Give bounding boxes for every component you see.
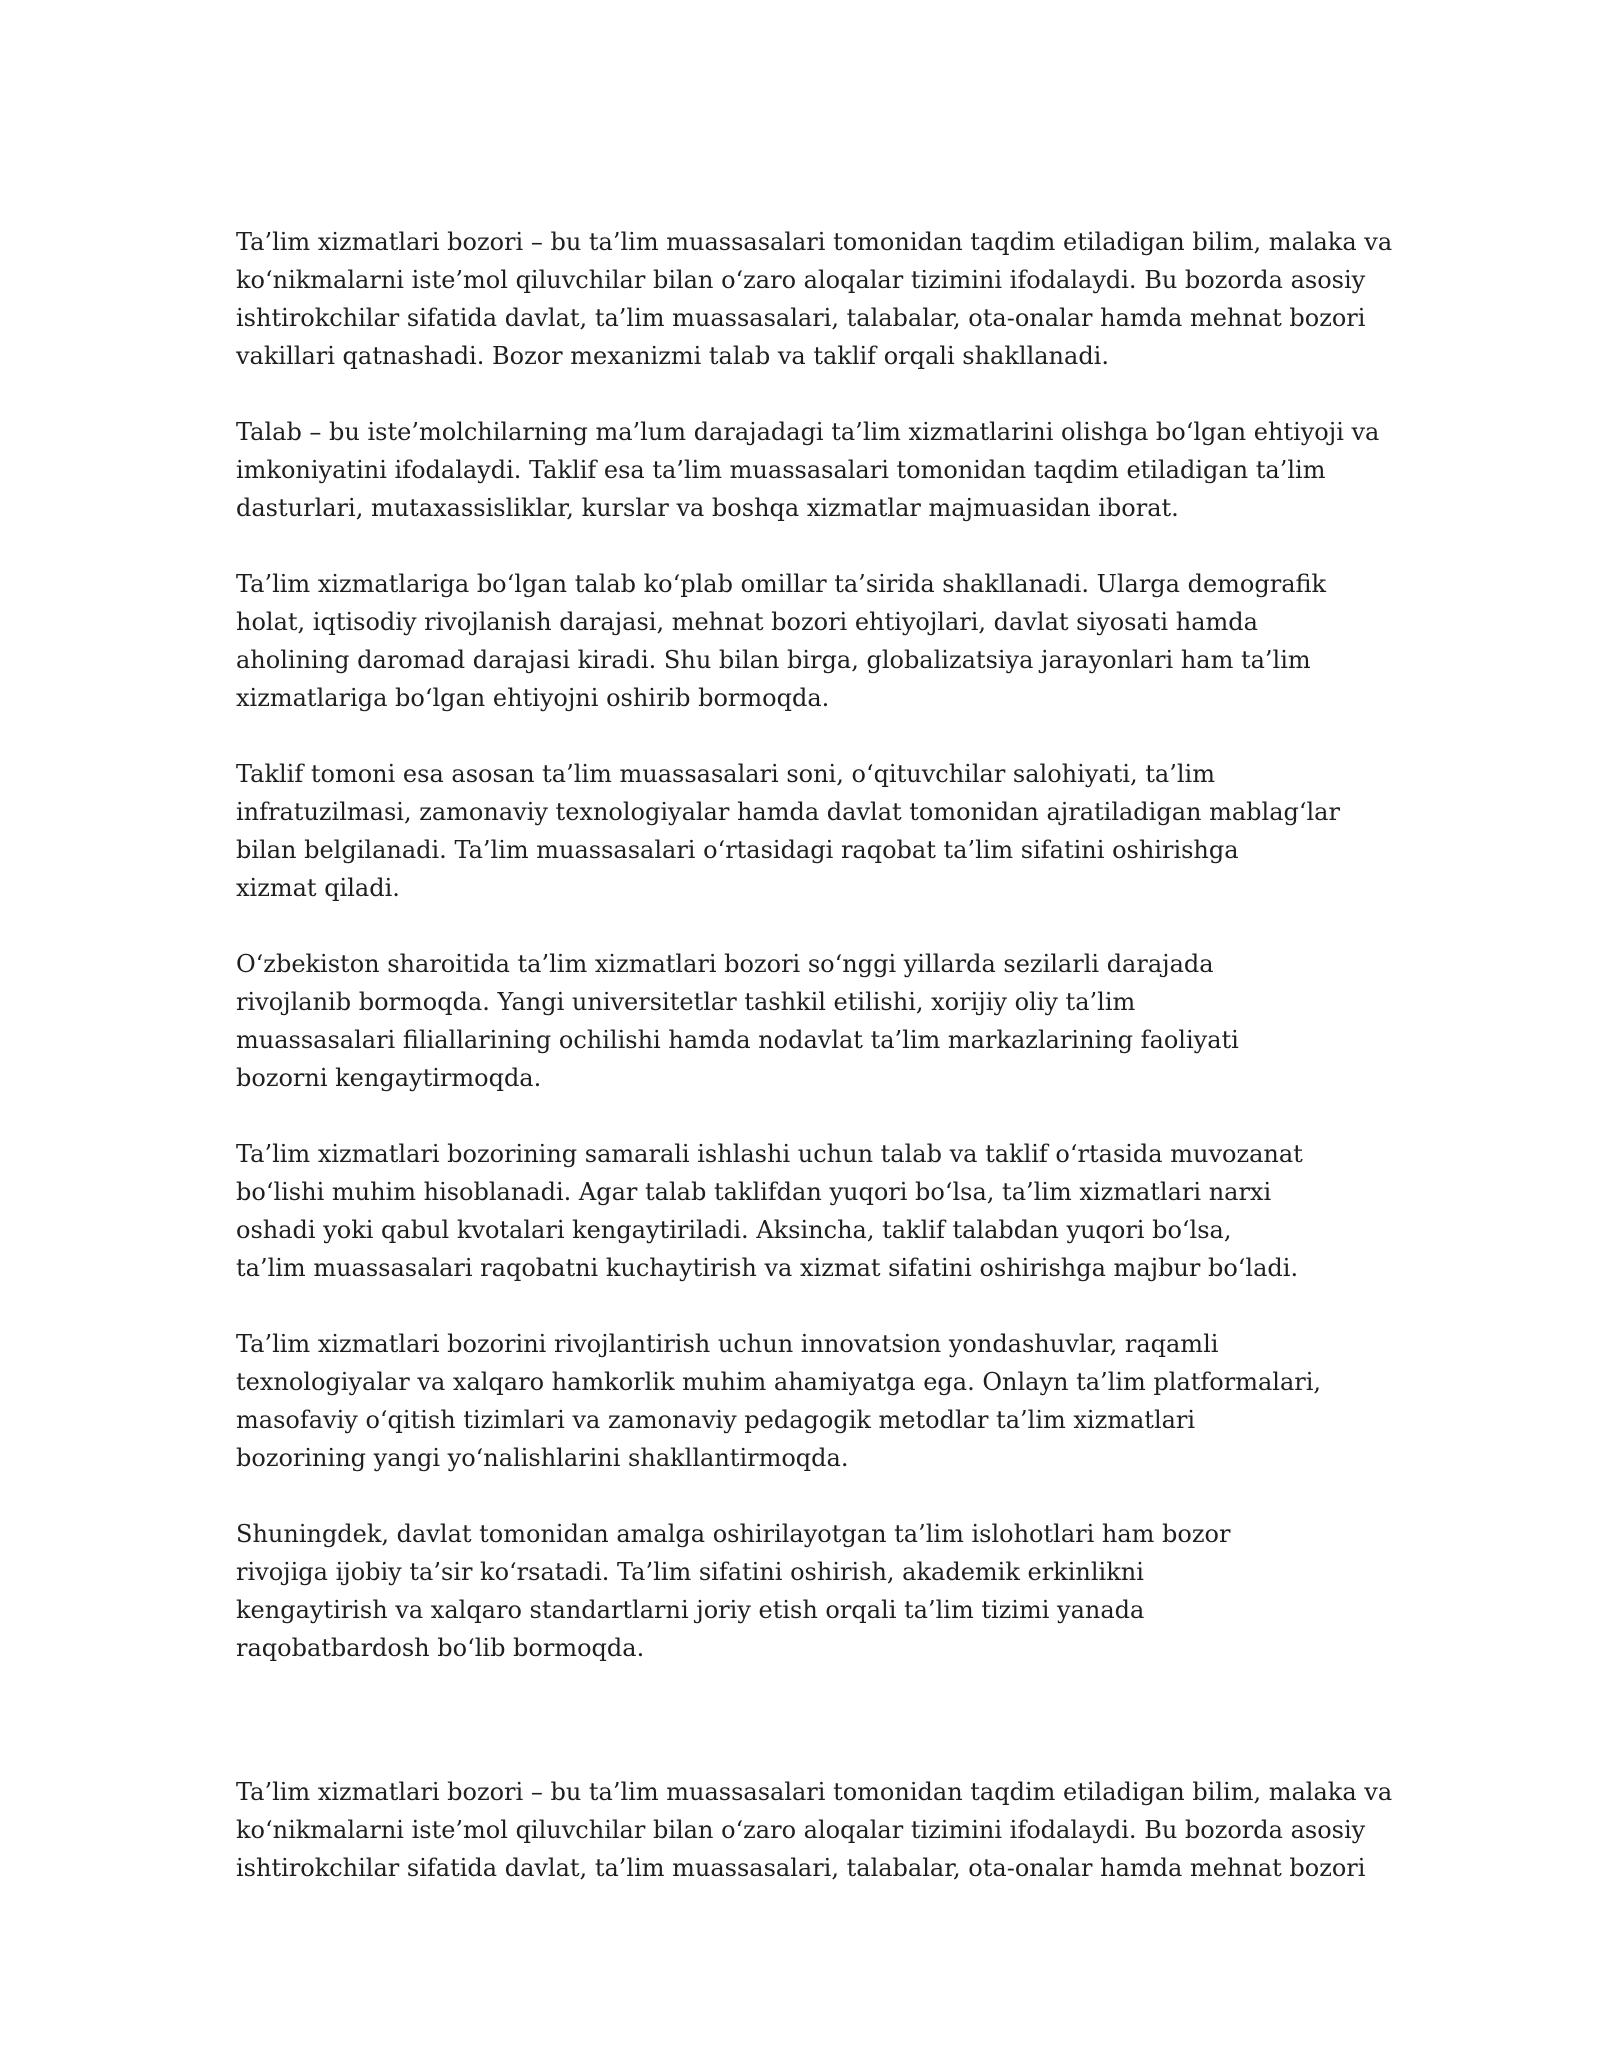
text-line: imkoniyatini ifodalaydi. Taklif esa ta’lim muassasalari tomonidan taqdim etiladigan ta’lim (236, 456, 1326, 484)
paragraph-8 (236, 1515, 1376, 1667)
text-line: Ta’lim xizmatlariga bo‘lgan talab ko‘plab omillar ta’sirida shakllanadi. Ularga demografik (236, 570, 1327, 598)
text-line: vakillari qatnashadi. Bozor mexanizmi talab va taklif orqali shakllanadi. (236, 342, 1109, 370)
text-line: Ta’lim xizmatlari bozori – bu ta’lim muassasalari tomonidan taqdim etiladigan bilim, malaka va (236, 1778, 1393, 1806)
text-line: xizmatlariga bo‘lgan ehtiyojni oshirib bormoqda. (236, 684, 830, 712)
text-line: ishtirokchilar sifatida davlat, ta’lim muassasalari, talabalar, ota-onalar hamda mehnat bozori (236, 304, 1366, 332)
text-line: xizmat qiladi. (236, 874, 400, 902)
text-line: Shuningdek, davlat tomonidan amalga oshirilayotgan ta’lim islohotlari ham bozor (236, 1520, 1231, 1548)
text-line: bilan belgilanadi. Ta’lim muassasalari o‘rtasidagi raqobat ta’lim sifatini oshirishga (236, 836, 1239, 864)
text-line: texnologiyalar va xalqaro hamkorlik muhim ahamiyatga ega. Onlayn ta’lim platformalari, (236, 1368, 1322, 1396)
text-line: raqobatbardosh bo‘lib bormoqda. (236, 1634, 645, 1662)
text-line: Taklif tomoni esa asosan ta’lim muassasalari soni, o‘qituvchilar salohiyati, ta’lim (236, 760, 1215, 788)
text-line: Ta’lim xizmatlari bozori – bu ta’lim muassasalari tomonidan taqdim etiladigan bilim, malaka va (236, 228, 1393, 256)
section-gap (236, 1667, 1376, 1773)
text-line: holat, iqtisodiy rivojlanish darajasi, mehnat bozori ehtiyojlari, davlat siyosati hamda (236, 608, 1258, 636)
text-line: dasturlari, mutaxassisliklar, kurslar va boshqa xizmatlar majmuasidan iborat. (236, 494, 1179, 522)
paragraph-1 (236, 223, 1393, 375)
paragraph-2 (236, 413, 1380, 527)
text-line: Talab – bu iste’molchilarning ma’lum darajadagi ta’lim xizmatlarini olishga bo‘lgan ehtiyoji va (236, 418, 1380, 446)
text-line: oshadi yoki qabul kvotalari kengaytiriladi. Aksincha, taklif talabdan yuqori bo‘lsa, (236, 1216, 1232, 1244)
text-line: ishtirokchilar sifatida davlat, ta’lim muassasalari, talabalar, ota-onalar hamda mehnat bozori (236, 1854, 1366, 1882)
paragraph-5 (236, 945, 1376, 1097)
text-line: ta’lim muassasalari raqobatni kuchaytirish va xizmat sifatini oshirishga majbur bo‘ladi. (236, 1254, 1299, 1282)
paragraph-7 (236, 1325, 1376, 1477)
text-line: bozorining yangi yo‘nalishlarini shakllantirmoqda. (236, 1444, 849, 1472)
text-line: ko‘nikmalarni iste’mol qiluvchilar bilan o‘zaro aloqalar tizimini ifodalaydi. Bu bozorda asosiy (236, 1816, 1366, 1844)
text-line: O‘zbekiston sharoitida ta’lim xizmatlari bozori so‘nggi yillarda sezilarli darajada (236, 950, 1214, 978)
text-line: rivojiga ijobiy ta’sir ko‘rsatadi. Ta’lim sifatini oshirish, akademik erkinlikni (236, 1558, 1144, 1586)
paragraph-9 (236, 1773, 1393, 1887)
paragraph-6 (236, 1135, 1376, 1287)
paragraph-4 (236, 755, 1376, 907)
paragraph-3 (236, 565, 1376, 717)
text-line: rivojlanib bormoqda. Yangi universitetlar tashkil etilishi, xorijiy oliy ta’lim (236, 988, 1136, 1016)
text-line: Ta’lim xizmatlari bozorining samarali ishlashi uchun talab va taklif o‘rtasida muvozanat (236, 1140, 1303, 1168)
text-line: bo‘lishi muhim hisoblanadi. Agar talab taklifdan yuqori bo‘lsa, ta’lim xizmatlari narxi (236, 1178, 1272, 1206)
text-line: ko‘nikmalarni iste’mol qiluvchilar bilan o‘zaro aloqalar tizimini ifodalaydi. Bu bozorda asosiy (236, 266, 1366, 294)
text-line: aholining daromad darajasi kiradi. Shu bilan birga, globalizatsiya jarayonlari ham ta’lim (236, 646, 1311, 674)
text-line: muassasalari filiallarining ochilishi hamda nodavlat ta’lim markazlarining faoliyati (236, 1026, 1239, 1054)
text-line: Ta’lim xizmatlari bozorini rivojlantirish uchun innovatsion yondashuvlar, raqamli (236, 1330, 1219, 1358)
text-line: masofaviy o‘qitish tizimlari va zamonaviy pedagogik metodlar ta’lim xizmatlari (236, 1406, 1196, 1434)
text-line: kengaytirish va xalqaro standartlarni joriy etish orqali ta’lim tizimi yanada (236, 1596, 1145, 1624)
text-line: infratuzilmasi, zamonaviy texnologiyalar hamda davlat tomonidan ajratiladigan mablag‘lar (236, 798, 1340, 826)
document-body (236, 223, 1393, 1887)
text-line: bozorni kengaytirmoqda. (236, 1064, 542, 1092)
